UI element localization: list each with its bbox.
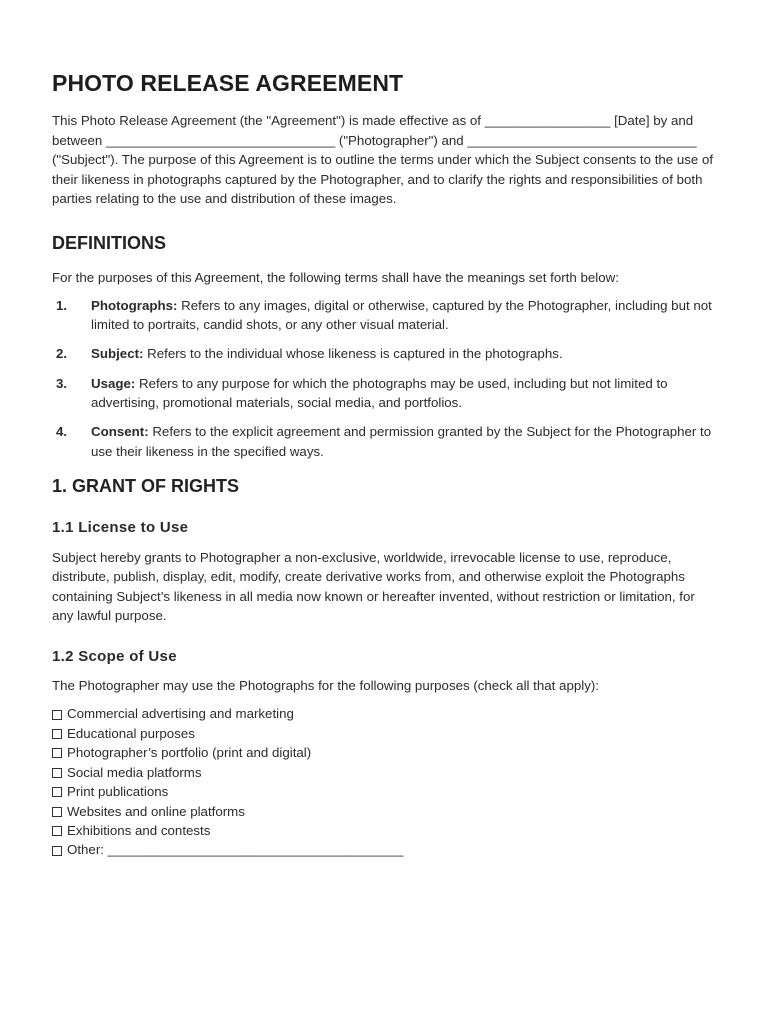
checklist-item xyxy=(52,724,718,743)
checkbox[interactable] xyxy=(52,729,62,739)
checklist-label: Print publications xyxy=(67,784,169,800)
definition-text: Refers to any purpose for which the photographs may be used, including but not limited to advertising, promotional materials, social media, and portfolios. xyxy=(91,375,668,411)
checklist-label: Educational purposes xyxy=(67,725,195,741)
checkbox[interactable] xyxy=(52,768,62,778)
checklist-item xyxy=(52,782,718,801)
definition-text: Refers to the explicit agreement and permission granted by the Subject for the Photographer to use their likeness in the specified ways. xyxy=(91,424,712,459)
checkbox[interactable] xyxy=(52,826,62,836)
checkbox[interactable] xyxy=(52,748,62,758)
definition-item xyxy=(52,344,718,364)
definitions-intro: For the purposes of this Agreement, the following terms shall have the meanings set forth below: xyxy=(52,269,619,285)
checklist-item xyxy=(52,743,718,762)
scope-heading: 1.2 Scope of Use xyxy=(52,647,177,665)
definition-term: Usage: xyxy=(91,375,136,391)
definition-item xyxy=(52,296,718,335)
checklist-label: Commercial advertising and marketing xyxy=(67,706,294,722)
definition-item xyxy=(52,422,718,461)
definition-number: 2. xyxy=(56,346,68,362)
checklist-item xyxy=(52,821,718,840)
definition-number: 4. xyxy=(56,424,68,440)
checklist-label: Photographer’s portfolio (print and digital) xyxy=(67,745,312,761)
definitions-heading: DEFINITIONS xyxy=(52,232,167,253)
license-heading: 1.1 License to Use xyxy=(52,518,189,536)
checklist-item xyxy=(52,704,718,723)
checklist-label: Social media platforms xyxy=(67,764,202,780)
checklist-item xyxy=(52,840,718,859)
intro-paragraph: This Photo Release Agreement (the "Agreement") is made effective as of _________________ [Date] by and between _______________________________ ("Photographer") and _______________________________ ("Subject"). The purpose of this Agreement is to outline the terms under which the Subject consents to the use of their likeness in photographs captured by the Photographer, and to clarify the rights and responsibilities of both parties relating to the use and distribution of these images. xyxy=(52,113,714,207)
checkbox[interactable] xyxy=(52,846,62,856)
definition-text: Refers to the individual whose likeness is captured in the photographs. xyxy=(143,346,563,362)
definition-term: Consent: xyxy=(91,424,149,440)
definition-number: 1. xyxy=(56,297,68,313)
checklist-item xyxy=(52,802,718,821)
definition-number: 3. xyxy=(56,375,68,391)
definition-item xyxy=(52,374,718,413)
checklist-label: Exhibitions and contests xyxy=(67,822,211,838)
definition-term: Subject: xyxy=(91,346,144,362)
definition-text: Refers to any images, digital or otherwise, captured by the Photographer, including but not limited to portraits, candid shots, or any other visual material. xyxy=(91,297,712,333)
definition-term: Photographs: xyxy=(91,297,178,313)
scope-intro: The Photographer may use the Photographs for the following purposes (check all that apply): xyxy=(52,677,599,693)
checkbox[interactable] xyxy=(52,807,62,817)
definitions-list xyxy=(52,296,718,462)
checklist-label: Other: ________________________________________ xyxy=(67,842,404,858)
license-paragraph: Subject hereby grants to Photographer a non-exclusive, worldwide, irrevocable license to use, reproduce, distribute, publish, display, edit, modify, create derivative works from, and otherwise exploit the Photographs containing Subject’s likeness in all media now known or hereafter invented, without restriction or limitation, for any lawful purpose. xyxy=(52,549,695,624)
document-title: PHOTO RELEASE AGREEMENT xyxy=(52,70,404,96)
checklist-label: Websites and online platforms xyxy=(67,803,245,819)
checklist-item xyxy=(52,763,718,782)
checkbox[interactable] xyxy=(52,787,62,797)
checkbox[interactable] xyxy=(52,710,62,720)
scope-checklist xyxy=(52,704,718,859)
grant-of-rights-heading: 1. GRANT OF RIGHTS xyxy=(52,475,240,496)
